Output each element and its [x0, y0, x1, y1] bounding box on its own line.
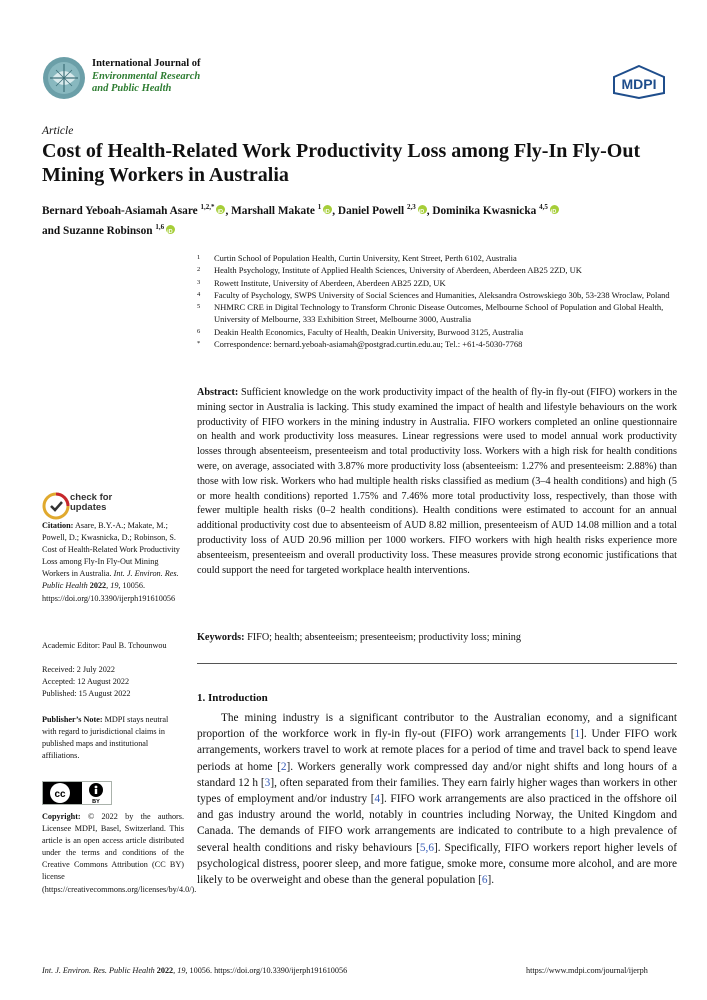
received-date: Received: 2 July 2022 [42, 665, 115, 674]
footer-journal-url[interactable]: https://www.mdpi.com/journal/ijerph [526, 966, 648, 975]
author-affil-sup: 1,6 [155, 222, 165, 231]
paragraph-text: ]. [487, 874, 495, 887]
journal-name-line1: International Journal of [92, 58, 201, 69]
accepted-date: Accepted: 12 August 2022 [42, 677, 130, 687]
copyright-block [42, 811, 197, 896]
author-affil-sup: 2,3 [406, 203, 416, 211]
affiliation-item: 5 NHMRC CRE in Digital Technology to Transform Chronic Disease Outcomes, Melbourne School of Population and Global Health, University of Melbourne, 333 Exhibition Street, Melbourne 3000, Australia [197, 302, 664, 325]
check-for-updates-icon[interactable] [42, 492, 70, 520]
author-affil-sup: 1,2,* [200, 203, 215, 211]
abstract-label: Abstract: [197, 387, 239, 398]
footer-doi[interactable]: , 10056. https://doi.org/10.3390/ijerph191610056 [185, 966, 348, 975]
author-name: Daniel Powell [337, 204, 405, 217]
orcid-icon[interactable] [166, 225, 175, 234]
author-name: Bernard Yeboah-Asiamah Asare [42, 204, 198, 217]
cc-by-license-icon[interactable] [42, 781, 112, 805]
svg-text:cc: cc [54, 789, 66, 800]
affiliation-item: 4 Faculty of Psychology, SWPS University of Social Sciences and Humanities, Aleksandra Ostrowskiego 30b, 53-238 Wroclaw, Poland [197, 289, 670, 300]
reference-link[interactable]: 1 [574, 728, 581, 741]
footer-year: 2022 [156, 966, 174, 975]
author-list: Bernard Yeboah-Asiamah Asare $^{1,2,*}$iD , Marshall Makate $^1$iD , Daniel Powell $^{2,3}$iD , Dominika Kwasnicka $^{4,5}$iD and Suzanne Robinson $^{1,6}$iD [42, 199, 682, 239]
mdpi-logo [612, 65, 666, 99]
keywords [197, 631, 677, 645]
affiliation-item: 2 Health Psychology, Institute of Applied Health Sciences, University of Aberdeen, Aberdeen AB25 2ZD, UK [197, 265, 582, 276]
paragraph-text: ], often separated from their families. They earn fairly higher wages than workers in other types of employment and/or industry [ [197, 776, 678, 806]
journal-name-line2: Environmental Research [92, 70, 201, 82]
check-for-updates-label[interactable]: check for updates [70, 492, 113, 513]
keywords-label: Keywords: [197, 632, 245, 643]
reference-link[interactable]: 4 [374, 793, 381, 806]
mdpi-logo-text: MDPI [621, 76, 657, 92]
paragraph-text: ]. FIFO work arrangements are also practiced in the offshore oil and gas industry around the world, notably in countries including Norway, the United Kingdom and Canada. The demands of FIFO work arrangements are indicated to contribute to a high prevalence of several health conditions and risky behaviours [ [197, 793, 677, 854]
abstract-text: Sufficient knowledge on the work productivity impact of the health of fly-in fly-out (FIFO) workers in the mining sector in Australia is lacking. This study examined the impact of health and lifestyle behaviours on the work productivity of FIFO workers in the mining industry in Australia. FIFO workers completed an online questionnaire on health and work productivity loss measures. Linear regressions were used to model annual work productivity losses through absenteeism, presenteeism and total productivity loss. Workers with a high risk for health conditions were, on average, associated with 3.87% more productivity loss (absenteeism: 1.27% and presenteeism: 2.88%) than those with low risk. Workers who had multiple health risks classified as medium (3–4 health conditions) and high (5 or more health conditions) reported 1.75% and 7.46% more total productivity loss, respectively, than those with fewer multiple health risks (0–2 health conditions). Health conditions were estimated to account for an annual additional productivity cost due to absenteeism of AUD 8.82 million, presenteeism of AUD 14.08 million and a total productivity loss of AUD 20.96 million per 1000 workers. FIFO workers with high health risks experience more absenteeism, presenteeism and overall productivity loss. These measures provide strong economic justifications that could support the need for targeted workplace health interventions. [197, 387, 677, 576]
citation-journal: Int. J. Environ. Res. Public Health [42, 569, 179, 591]
author-name: Marshall Makate [231, 204, 315, 217]
author-affil-sup: 1 [317, 203, 322, 211]
orcid-icon[interactable] [550, 205, 559, 214]
page-title: Cost of Health-Related Work Productivity Loss among Fly-In Fly-Out Mining Workers in Australia [42, 140, 641, 186]
journal-name [92, 58, 332, 96]
citation-volume: 19 [110, 581, 119, 591]
intro-paragraph [197, 710, 677, 888]
author-name: Dominika Kwasnicka [432, 204, 537, 217]
footer-volume: 19 [177, 966, 186, 975]
correspondence: * Correspondence: bernard.yeboah-asiamah@postgrad.curtin.edu.au; Tel.: +61-4-5030-7768 [197, 339, 523, 350]
reference-link[interactable]: 5,6 [419, 841, 434, 854]
published-date: Published: 15 August 2022 [42, 689, 131, 699]
affiliation-item: 6 Deakin Health Economics, Faculty of Health, Deakin University, Burwood 3125, Australia [197, 326, 524, 337]
cc-by-label: BY [92, 799, 100, 805]
citation-text: Asare, B.Y.-A.; Makate, M.; Powell, D.; Kwasnicka, D.; Robinson, S. Cost of Health-Related Work Productivity Loss among Fly-In Fly-Out Mining Workers in Australia. [42, 521, 180, 579]
section-heading: 1. Introduction [197, 692, 268, 704]
publisher-note-text: MDPI stays neutral with regard to jurisdictional claims in published maps and institutional affiliations. [42, 715, 169, 761]
paragraph-text: ]. Workers generally work compressed day and/or night shifts and long hours of a standard 12 h [ [197, 760, 677, 789]
journal-name-line3: and Public Health [92, 83, 172, 94]
journal-logo-icon [42, 56, 86, 100]
article-type: Article [42, 125, 74, 137]
copyright-text: © 2022 by the authors. Licensee MDPI, Basel, Switzerland. This article is an open access article distributed under the terms and conditions of the Creative Commons Attribution (CC BY) license (https://creativecommons.org/licenses/by/4.0/). [42, 812, 197, 894]
author-name: and Suzanne Robinson [42, 224, 153, 237]
footer-journal: Int. J. Environ. Res. Public Health [42, 966, 155, 975]
footer-citation: Int. J. Environ. Res. Public Health 2022, 19, 10056. https://doi.org/10.3390/ijerph191610056 [42, 966, 348, 975]
citation-label: Citation: [42, 521, 74, 530]
author-affil-sup: 4,5 [539, 203, 548, 211]
affiliation-item: 3 Rowett Institute, University of Aberdeen, Aberdeen AB25 2ZD, UK [197, 277, 446, 288]
abstract [197, 386, 677, 578]
publisher-note-label: Publisher’s Note: [42, 715, 103, 724]
divider [197, 663, 677, 664]
citation-year: 2022 [89, 581, 107, 591]
affiliation-item: 1 Curtin School of Population Health, Curtin University, Kent Street, Perth 6102, Australia [197, 253, 517, 263]
academic-editor: Academic Editor: Paul B. Tchounwou [42, 641, 167, 650]
paragraph-text: The mining industry is a significant contributor to the Australian economy, and a significant proportion of the workforce work in fly-in fly-out (FIFO) work arrangements [ [197, 712, 677, 741]
citation-doi[interactable]: , 10056. https://doi.org/10.3390/ijerph191610056 [42, 581, 176, 603]
paragraph-text: ]. Under FIFO work arrangements, workers travel to work at remote places for a period of time and travel back to spend leave periods at home [ [197, 728, 677, 773]
reference-link[interactable]: 6 [481, 874, 488, 887]
copyright-label: Copyright: [42, 812, 81, 821]
keywords-text: FIFO; health; absenteeism; presenteeism; productivity loss; mining [247, 632, 521, 643]
reference-link[interactable]: 3 [264, 776, 271, 789]
dates-block [42, 664, 184, 700]
orcid-icon[interactable] [418, 205, 427, 214]
publisher-note [42, 714, 184, 762]
paragraph-text: ]. Specifically, FIFO workers report higher levels of psychological distress, poorer sleep, and more fatigue, smoke more, consume more alcohol, and are more likely to be overweight and obese than the general population [ [197, 841, 677, 887]
orcid-icon[interactable] [323, 205, 332, 214]
citation-block: Citation: Asare, B.Y.-A.; Makate, M.; Powell, D.; Kwasnicka, D.; Robinson, S. Cost of Health-Related Work Productivity Loss among Fly-In Fly-Out Mining Workers in Australia. Int. J. Environ. Res. Public Health 2022, 19, 10056. https://doi.org/10.3390/ijerph191610056 [42, 521, 180, 603]
reference-link[interactable]: 2 [280, 760, 287, 773]
affiliation-list [197, 252, 677, 350]
